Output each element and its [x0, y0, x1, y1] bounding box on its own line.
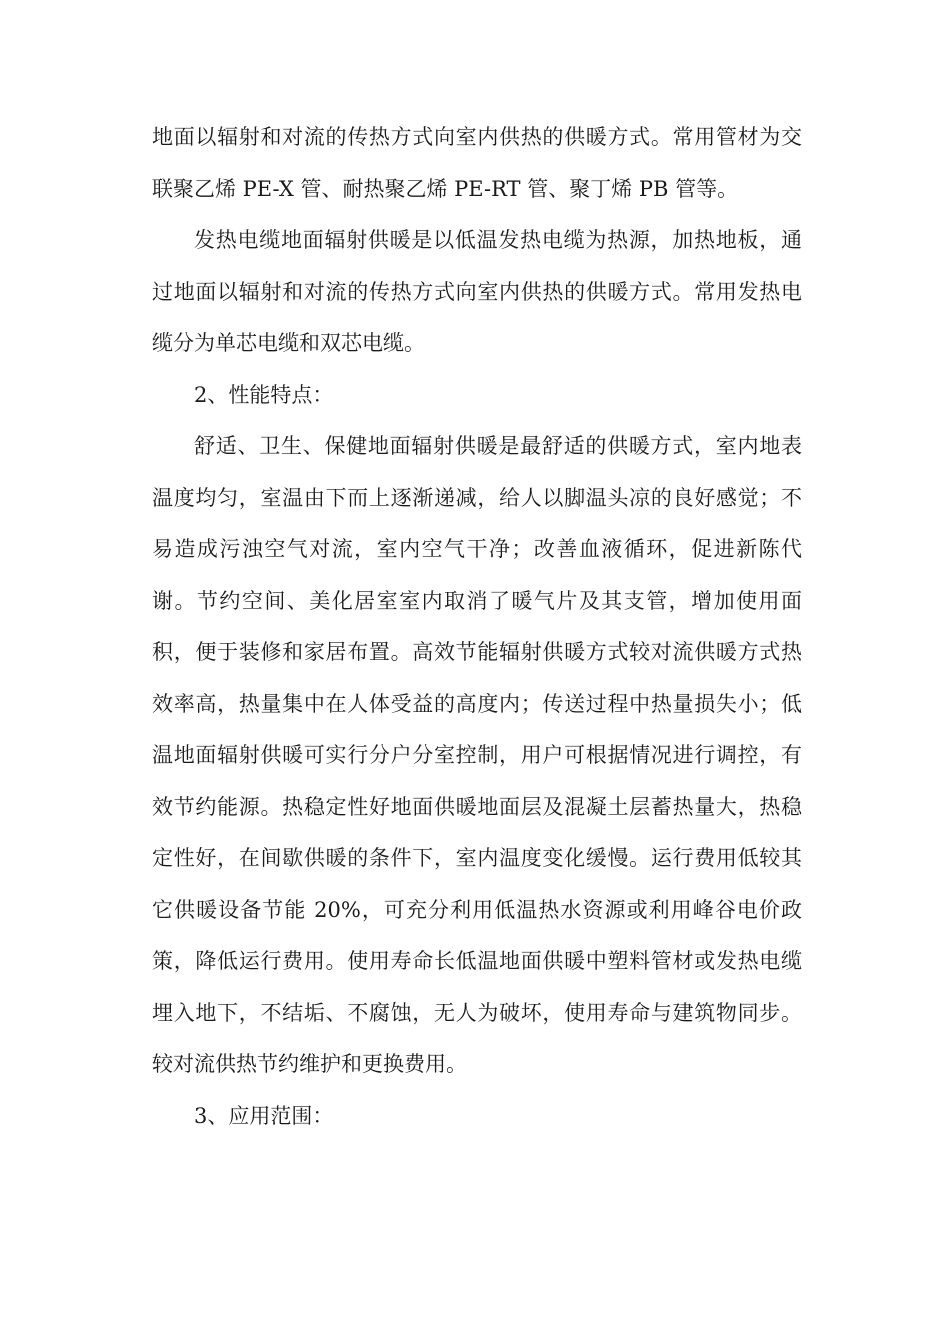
body-text — [152, 112, 802, 1142]
section-heading-application: 3、应用范围： — [194, 1103, 334, 1128]
paragraph-performance: 舒适、卫生、保健地面辐射供暖是最舒适的供暖方式，室内地表温度均匀，室温由下而上逐渐递减，给人以脚温头凉的良好感觉；不易造成污浊空气对流，室内空气干净；改善血液循环，促进新陈代谢。节约空间、美化居室室内取消了暖气片及其支管，增加使用面积，便于装修和家居布置。高效节能辐射供暖方式较对流供暖方式热效率高，热量集中在人体受益的高度内；传送过程中热量损失小；低温地面辐射供暖可实行分户分室控制，用户可根据情况进行调控，有效节约能源。热稳定性好地面供暖地面层及混凝土层蓄热量大，热稳定性好，在间歇供暖的条件下，室内温度变化缓慢。运行费用低较其它供暖设备节能 20%，可充分利用低温热水资源或利用峰谷电价政策，降低运行费用。使用寿命长低温地面供暖中塑料管材或发热电缆埋入地下，不结垢、不腐蚀，无人为破坏，使用寿命与建筑物同步。较对流供热节约维护和更换费用。 — [152, 434, 802, 1076]
section-heading-performance: 2、性能特点： — [194, 382, 334, 407]
paragraph-continuation: 地面以辐射和对流的传热方式向室内供热的供暖方式。常用管材为交联聚乙烯 PE-X 管、耐热聚乙烯 PE-RT 管、聚丁烯 PB 管等。 — [152, 125, 802, 201]
paragraph-heating-cable: 发热电缆地面辐射供暖是以低温发热电缆为热源，加热地板，通过地面以辐射和对流的传热方式向室内供热的供暖方式。常用发热电缆分为单芯电缆和双芯电缆。 — [152, 228, 802, 355]
